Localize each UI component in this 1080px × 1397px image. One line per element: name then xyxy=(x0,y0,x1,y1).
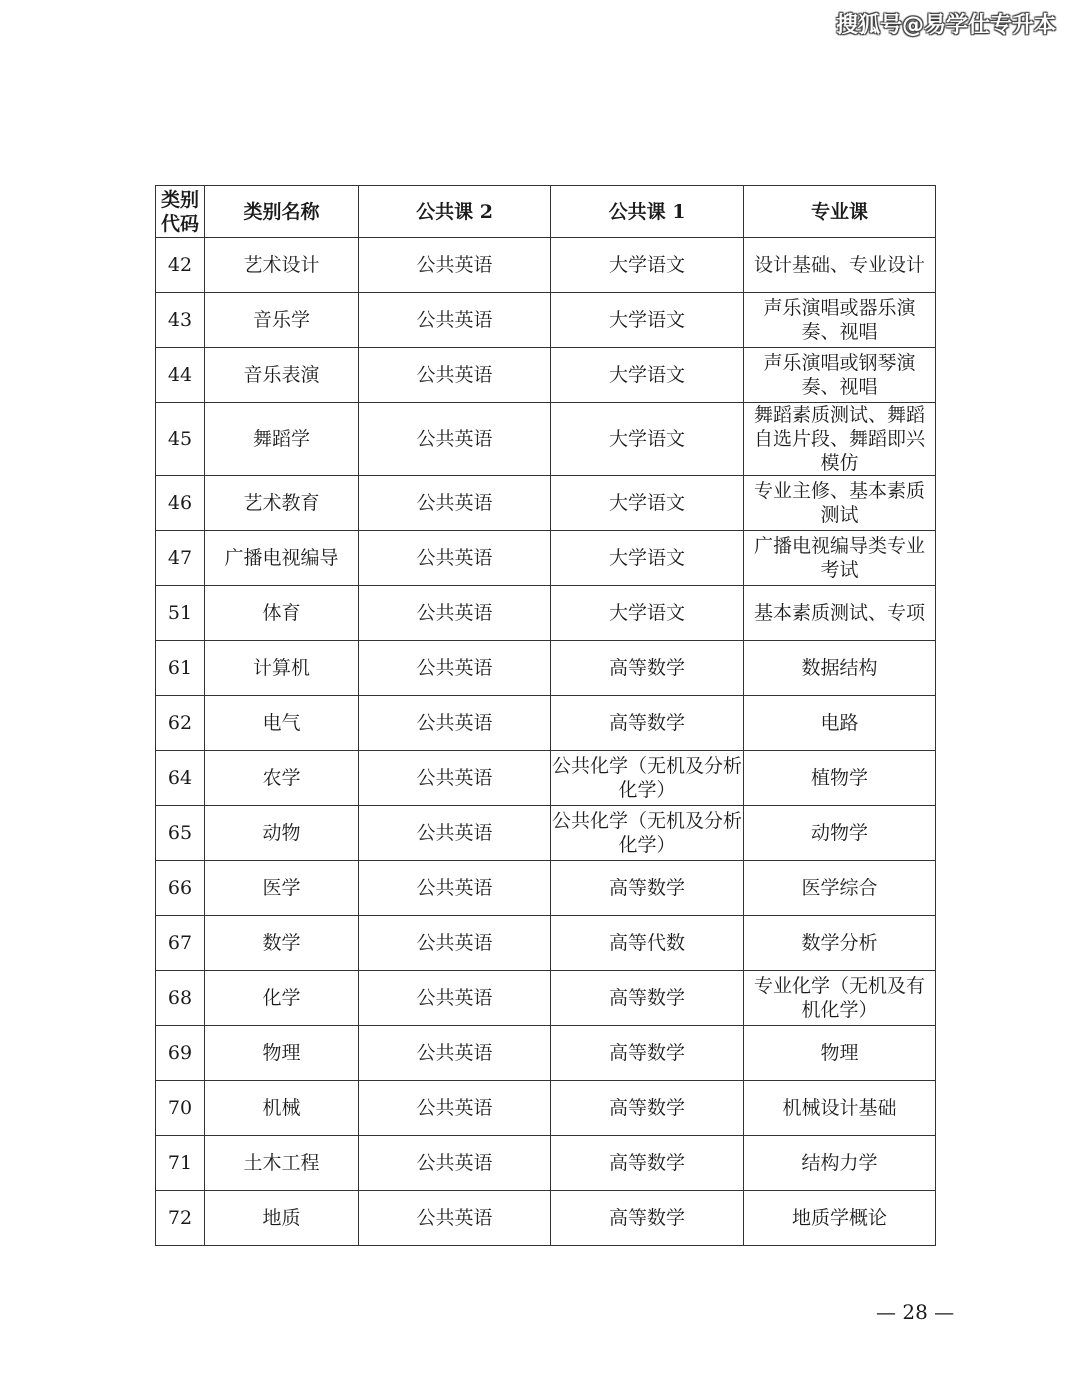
cell-code: 61 xyxy=(156,641,205,696)
cell-course2: 公共英语 xyxy=(359,806,551,861)
table-row xyxy=(156,751,936,806)
cell-course2: 公共英语 xyxy=(359,403,551,476)
cell-name: 物理 xyxy=(205,1026,359,1081)
table-body xyxy=(156,238,936,1246)
cell-course1: 高等数学 xyxy=(551,1191,744,1246)
cell-name: 医学 xyxy=(205,861,359,916)
cell-course1: 高等数学 xyxy=(551,696,744,751)
cell-course2: 公共英语 xyxy=(359,751,551,806)
cell-course1: 大学语文 xyxy=(551,476,744,531)
table-row xyxy=(156,1026,936,1081)
cell-course1: 大学语文 xyxy=(551,403,744,476)
cell-major: 基本素质测试、专项 xyxy=(744,586,936,641)
cell-code: 69 xyxy=(156,1026,205,1081)
table-row xyxy=(156,806,936,861)
table-row xyxy=(156,348,936,403)
cell-code: 47 xyxy=(156,531,205,586)
table-row xyxy=(156,916,936,971)
cell-major: 声乐演唱或钢琴演奏、视唱 xyxy=(744,348,936,403)
table-row xyxy=(156,531,936,586)
cell-name: 数学 xyxy=(205,916,359,971)
cell-course1: 高等数学 xyxy=(551,1081,744,1136)
cell-course2: 公共英语 xyxy=(359,238,551,293)
cell-major: 动物学 xyxy=(744,806,936,861)
cell-course1: 大学语文 xyxy=(551,238,744,293)
cell-major: 结构力学 xyxy=(744,1136,936,1191)
cell-major: 设计基础、专业设计 xyxy=(744,238,936,293)
cell-code: 64 xyxy=(156,751,205,806)
cell-name: 机械 xyxy=(205,1081,359,1136)
cell-course2: 公共英语 xyxy=(359,293,551,348)
cell-name: 电气 xyxy=(205,696,359,751)
cell-code: 51 xyxy=(156,586,205,641)
cell-major: 声乐演唱或器乐演奏、视唱 xyxy=(744,293,936,348)
cell-course1: 大学语文 xyxy=(551,586,744,641)
cell-course1: 大学语文 xyxy=(551,293,744,348)
cell-course2: 公共英语 xyxy=(359,476,551,531)
table-row xyxy=(156,293,936,348)
cell-course2: 公共英语 xyxy=(359,531,551,586)
cell-course2: 公共英语 xyxy=(359,1191,551,1246)
table-header-row xyxy=(156,186,936,238)
cell-course1: 高等数学 xyxy=(551,1136,744,1191)
cell-course2: 公共英语 xyxy=(359,1136,551,1191)
cell-course1: 高等数学 xyxy=(551,641,744,696)
cell-code: 44 xyxy=(156,348,205,403)
cell-major: 舞蹈素质测试、舞蹈自选片段、舞蹈即兴模仿 xyxy=(744,403,936,476)
cell-course2: 公共英语 xyxy=(359,916,551,971)
cell-name: 艺术设计 xyxy=(205,238,359,293)
header-major: 专业课 xyxy=(744,186,936,238)
table-row xyxy=(156,586,936,641)
cell-course2: 公共英语 xyxy=(359,971,551,1026)
table-row xyxy=(156,1081,936,1136)
cell-name: 计算机 xyxy=(205,641,359,696)
header-course2: 公共课 2 xyxy=(359,186,551,238)
table-row xyxy=(156,971,936,1026)
table-row xyxy=(156,476,936,531)
cell-code: 66 xyxy=(156,861,205,916)
cell-major: 植物学 xyxy=(744,751,936,806)
cell-code: 45 xyxy=(156,403,205,476)
cell-name: 音乐表演 xyxy=(205,348,359,403)
cell-major: 专业主修、基本素质测试 xyxy=(744,476,936,531)
cell-code: 68 xyxy=(156,971,205,1026)
header-course1: 公共课 1 xyxy=(551,186,744,238)
cell-code: 70 xyxy=(156,1081,205,1136)
cell-major: 专业化学（无机及有机化学） xyxy=(744,971,936,1026)
cell-name: 土木工程 xyxy=(205,1136,359,1191)
cell-name: 农学 xyxy=(205,751,359,806)
exam-subjects-table xyxy=(155,185,936,1246)
table-row xyxy=(156,238,936,293)
cell-code: 42 xyxy=(156,238,205,293)
cell-name: 音乐学 xyxy=(205,293,359,348)
cell-name: 化学 xyxy=(205,971,359,1026)
header-name: 类别名称 xyxy=(205,186,359,238)
cell-code: 67 xyxy=(156,916,205,971)
cell-major: 数据结构 xyxy=(744,641,936,696)
cell-name: 舞蹈学 xyxy=(205,403,359,476)
cell-code: 62 xyxy=(156,696,205,751)
table-row xyxy=(156,1191,936,1246)
cell-major: 地质学概论 xyxy=(744,1191,936,1246)
page-number: — 28 — xyxy=(876,1300,955,1324)
table-row xyxy=(156,403,936,476)
cell-name: 体育 xyxy=(205,586,359,641)
cell-name: 地质 xyxy=(205,1191,359,1246)
cell-course1: 高等数学 xyxy=(551,1026,744,1081)
cell-name: 动物 xyxy=(205,806,359,861)
table-row xyxy=(156,1136,936,1191)
cell-course2: 公共英语 xyxy=(359,348,551,403)
cell-major: 机械设计基础 xyxy=(744,1081,936,1136)
cell-name: 艺术教育 xyxy=(205,476,359,531)
table-row xyxy=(156,641,936,696)
cell-course1: 高等数学 xyxy=(551,861,744,916)
cell-course2: 公共英语 xyxy=(359,696,551,751)
cell-code: 46 xyxy=(156,476,205,531)
cell-code: 65 xyxy=(156,806,205,861)
watermark-text: 搜狐号@易学仕专升本 xyxy=(835,13,1056,38)
cell-name: 广播电视编导 xyxy=(205,531,359,586)
cell-major: 数学分析 xyxy=(744,916,936,971)
cell-course1: 大学语文 xyxy=(551,348,744,403)
cell-course1: 高等代数 xyxy=(551,916,744,971)
cell-course2: 公共英语 xyxy=(359,641,551,696)
cell-course1: 公共化学（无机及分析化学） xyxy=(551,751,744,806)
cell-course1: 高等数学 xyxy=(551,971,744,1026)
cell-course2: 公共英语 xyxy=(359,861,551,916)
cell-major: 物理 xyxy=(744,1026,936,1081)
cell-major: 电路 xyxy=(744,696,936,751)
cell-course2: 公共英语 xyxy=(359,1026,551,1081)
table-row xyxy=(156,861,936,916)
cell-major: 医学综合 xyxy=(744,861,936,916)
cell-course1: 大学语文 xyxy=(551,531,744,586)
cell-course2: 公共英语 xyxy=(359,1081,551,1136)
cell-code: 72 xyxy=(156,1191,205,1246)
cell-course2: 公共英语 xyxy=(359,586,551,641)
table-row xyxy=(156,696,936,751)
cell-code: 43 xyxy=(156,293,205,348)
cell-code: 71 xyxy=(156,1136,205,1191)
cell-course1: 公共化学（无机及分析化学） xyxy=(551,806,744,861)
header-code: 类别代码 xyxy=(156,186,205,238)
cell-major: 广播电视编导类专业考试 xyxy=(744,531,936,586)
